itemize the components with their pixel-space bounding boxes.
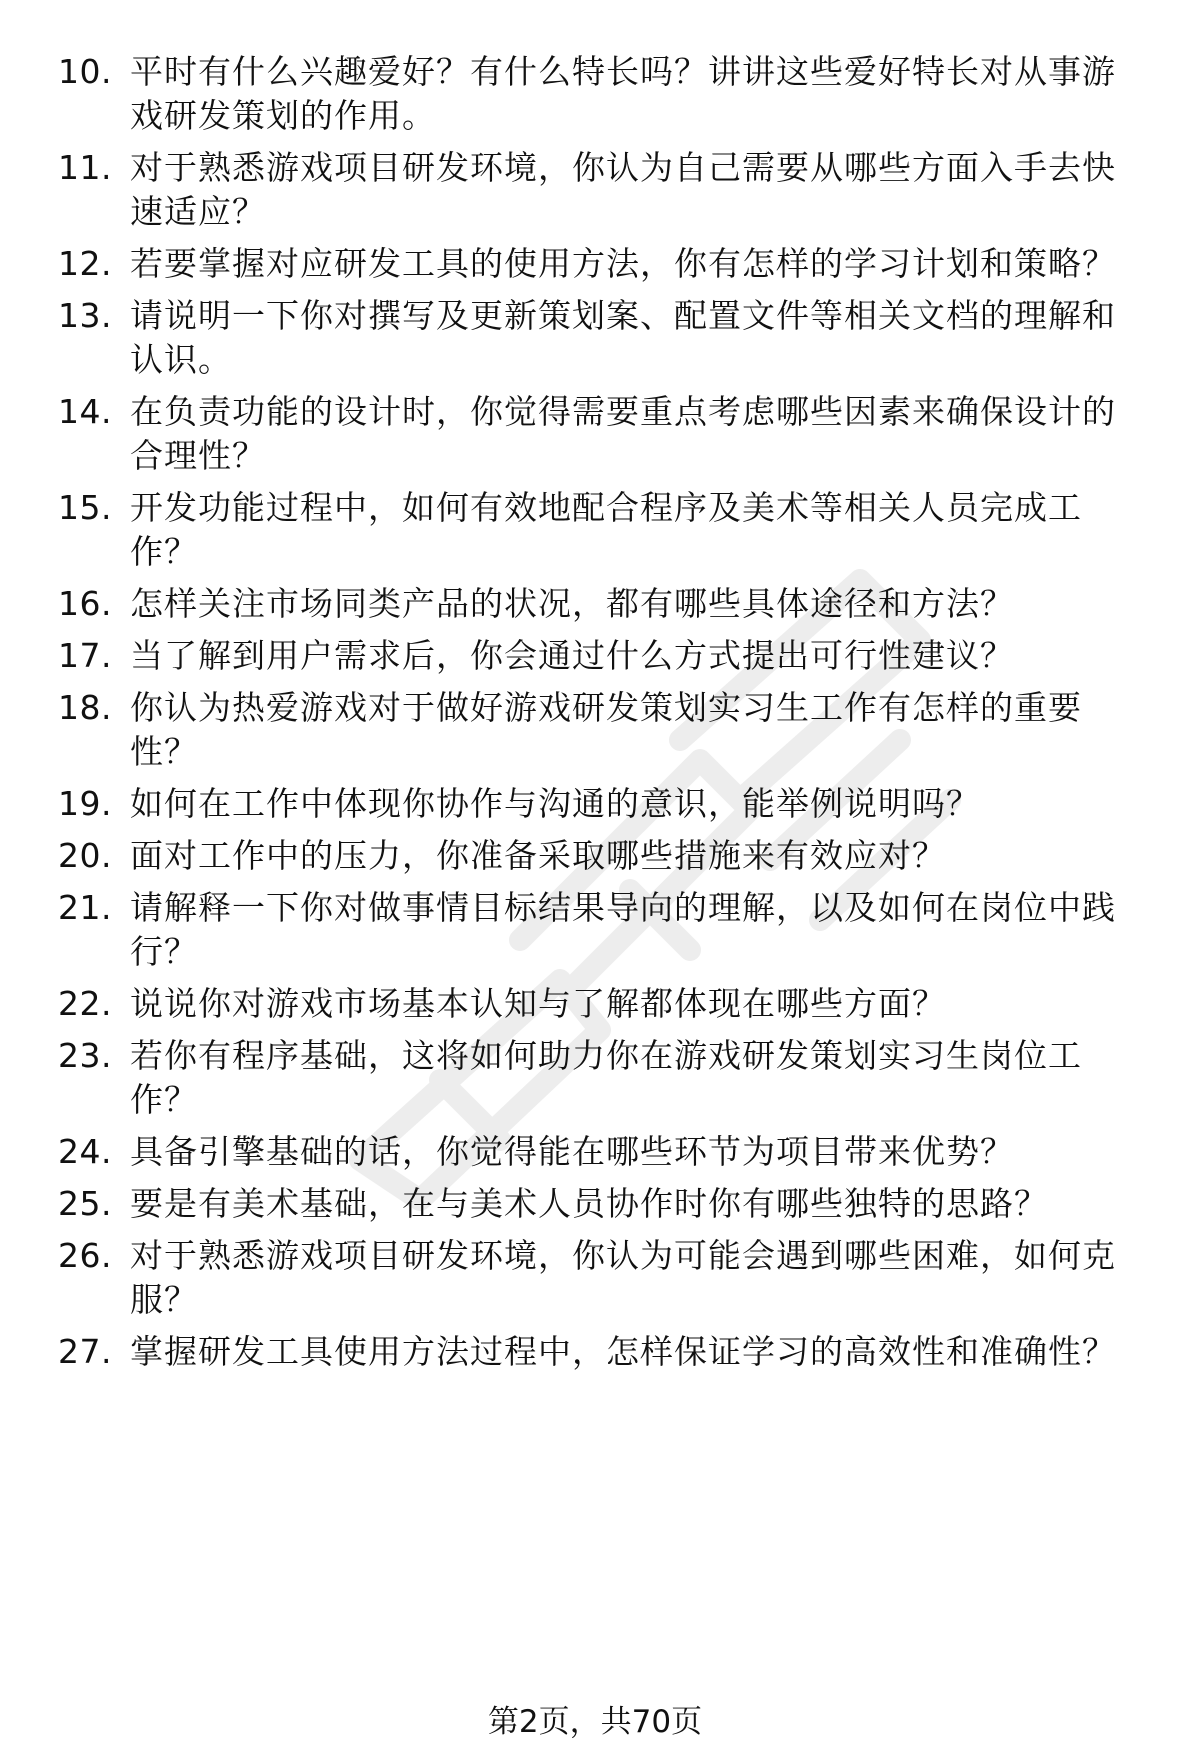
question-number: 26.: [58, 1236, 112, 1275]
question-text: 请解释一下你对做事情目标结果导向的理解，以及如何在岗位中践行？: [130, 888, 1116, 971]
question-item: [58, 242, 1148, 286]
question-number: 18.: [58, 688, 112, 727]
question-number: 21.: [58, 888, 112, 927]
question-number: 13.: [58, 296, 112, 335]
question-item: [58, 1182, 1148, 1226]
question-text: 在负责功能的设计时，你觉得需要重点考虑哪些因素来确保设计的合理性？: [130, 392, 1116, 475]
question-number: 16.: [58, 584, 112, 623]
question-text: 平时有什么兴趣爱好？有什么特长吗？讲讲这些爱好特长对从事游戏研发策划的作用。: [130, 52, 1116, 135]
question-text: 若你有程序基础，这将如何助力你在游戏研发策划实习生岗位工作？: [130, 1036, 1082, 1119]
question-number: 19.: [58, 784, 112, 823]
question-number: 14.: [58, 392, 112, 431]
question-item: [58, 634, 1148, 678]
question-item: [58, 1330, 1148, 1374]
question-number: 12.: [58, 244, 112, 283]
question-text: 怎样关注市场同类产品的状况，都有哪些具体途径和方法？: [130, 584, 1014, 623]
question-number: 27.: [58, 1332, 112, 1371]
question-number: 11.: [58, 148, 112, 187]
page-footer: 第2页，共70页: [487, 1704, 703, 1740]
question-text: 具备引擎基础的话，你觉得能在哪些环节为项目带来优势？: [130, 1132, 1014, 1171]
question-number: 10.: [58, 52, 112, 91]
question-text: 说说你对游戏市场基本认知与了解都体现在哪些方面？: [130, 984, 946, 1023]
question-text: 要是有美术基础，在与美术人员协作时你有哪些独特的思路？: [130, 1184, 1048, 1223]
question-text: 你认为热爱游戏对于做好游戏研发策划实习生工作有怎样的重要性？: [130, 688, 1082, 771]
question-item: [58, 486, 1148, 574]
question-number: 17.: [58, 636, 112, 675]
question-text: 对于熟悉游戏项目研发环境，你认为可能会遇到哪些困难，如何克服？: [130, 1236, 1116, 1319]
question-item: [58, 146, 1148, 234]
question-item: [58, 294, 1148, 382]
question-number: 20.: [58, 836, 112, 875]
question-text: 如何在工作中体现你协作与沟通的意识，能举例说明吗？: [130, 784, 980, 823]
question-item: [58, 582, 1148, 626]
question-number: 15.: [58, 488, 112, 527]
question-item: [58, 390, 1148, 478]
question-text: 若要掌握对应研发工具的使用方法，你有怎样的学习计划和策略？: [130, 244, 1116, 283]
question-item: [58, 834, 1148, 878]
question-item: [58, 886, 1148, 974]
question-item: [58, 50, 1148, 138]
question-number: 22.: [58, 984, 112, 1023]
question-number: 24.: [58, 1132, 112, 1171]
question-text: 请说明一下你对撰写及更新策划案、配置文件等相关文档的理解和认识。: [130, 296, 1116, 379]
question-item: [58, 1130, 1148, 1174]
question-text: 开发功能过程中，如何有效地配合程序及美术等相关人员完成工作？: [130, 488, 1082, 571]
question-number: 25.: [58, 1184, 112, 1223]
question-item: [58, 1034, 1148, 1122]
question-item: [58, 782, 1148, 826]
question-text: 对于熟悉游戏项目研发环境，你认为自己需要从哪些方面入手去快速适应？: [130, 148, 1116, 231]
question-list: [58, 50, 1148, 1374]
question-number: 23.: [58, 1036, 112, 1075]
question-item: [58, 686, 1148, 774]
question-text: 掌握研发工具使用方法过程中，怎样保证学习的高效性和准确性？: [130, 1332, 1116, 1371]
question-text: 当了解到用户需求后，你会通过什么方式提出可行性建议？: [130, 636, 1014, 675]
question-item: [58, 1234, 1148, 1322]
question-text: 面对工作中的压力，你准备采取哪些措施来有效应对？: [130, 836, 946, 875]
question-item: [58, 982, 1148, 1026]
